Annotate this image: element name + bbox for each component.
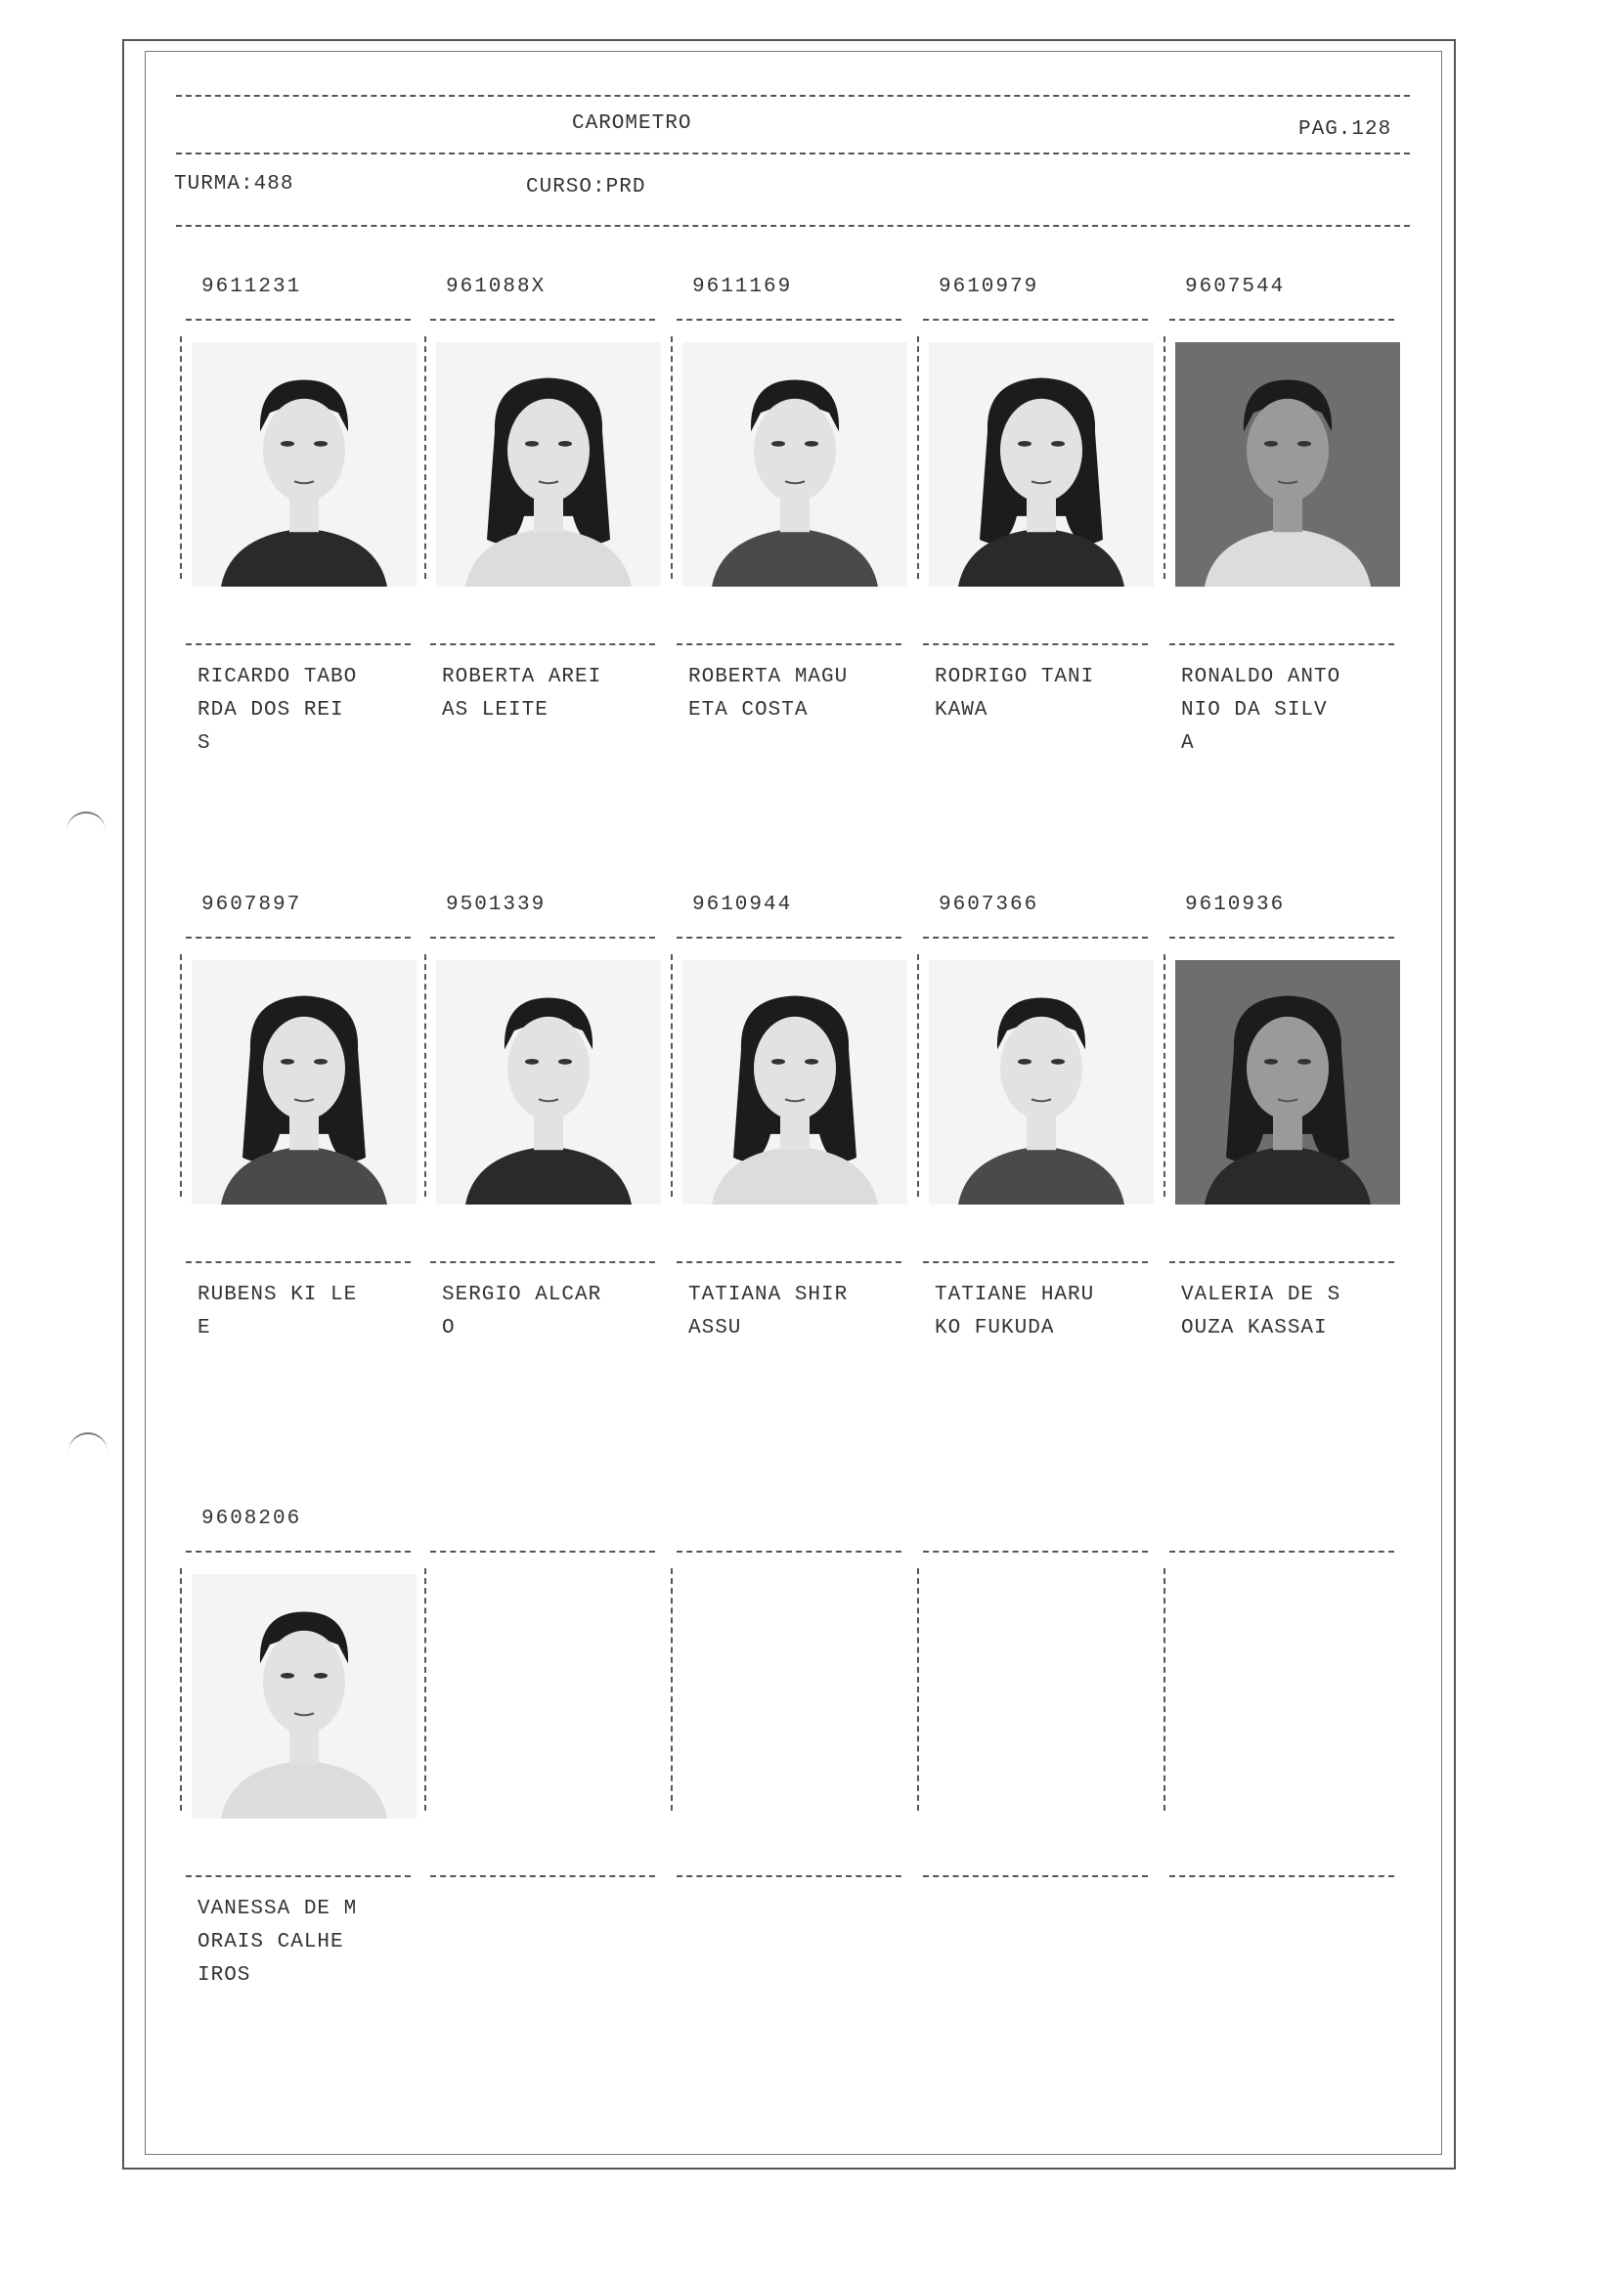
photo-frame-bottom-rule (677, 643, 901, 645)
photo-frame-top-rule (430, 319, 655, 321)
student-name (688, 1279, 913, 1345)
student-name-line: ETA COSTA (688, 699, 809, 722)
photo-frame-top-rule (1169, 319, 1394, 321)
student-name-line: RDA DOS REI (198, 699, 344, 722)
photo-frame-left-rule (180, 1568, 182, 1811)
student-name-line: TATIANE HARU (935, 1284, 1095, 1306)
photo-frame-top-rule (430, 937, 655, 939)
photo-frame-bottom-rule (430, 1261, 655, 1263)
student-name (198, 1893, 422, 1993)
class-label: TURMA:488 (174, 173, 294, 196)
student-name-line: RODRIGO TANI (935, 666, 1095, 688)
photo-frame-bottom-rule (923, 643, 1148, 645)
photo-frame-top-rule (923, 1551, 1148, 1553)
photo-frame-left-rule (917, 1568, 919, 1811)
student-photo (192, 1574, 417, 1819)
student-photo (1175, 342, 1400, 587)
header-rule-1 (176, 95, 1410, 97)
photo-frame-top-rule (430, 1551, 655, 1553)
student-code: 9607366 (939, 894, 1039, 916)
student-name-line: A (1181, 732, 1195, 755)
photo-frame-left-rule (917, 954, 919, 1197)
student-name-line: ROBERTA AREI (442, 666, 602, 688)
photo-frame-bottom-rule (923, 1261, 1148, 1263)
photo-frame-left-rule (180, 336, 182, 579)
student-name (1181, 1279, 1406, 1345)
student-photo (436, 960, 661, 1205)
photo-frame-left-rule (1163, 336, 1165, 579)
photo-frame-left-rule (424, 1568, 426, 1811)
photo-frame-bottom-rule (677, 1261, 901, 1263)
student-name-line: SERGIO ALCAR (442, 1284, 602, 1306)
photo-frame-top-rule (923, 319, 1148, 321)
student-name-line: TATIANA SHIR (688, 1284, 849, 1306)
student-name-line: KAWA (935, 699, 988, 722)
photo-frame-bottom-rule (923, 1875, 1148, 1877)
student-photo (929, 960, 1154, 1205)
student-name-line: VALERIA DE S (1181, 1284, 1341, 1306)
photo-frame-left-rule (1163, 954, 1165, 1197)
photo-frame-bottom-rule (1169, 1261, 1394, 1263)
header-rule-3 (176, 225, 1410, 227)
page-title: CAROMETRO (572, 112, 692, 135)
student-name-line: IROS (198, 1964, 251, 1987)
photo-frame-left-rule (424, 954, 426, 1197)
student-name (442, 661, 667, 727)
student-name-line: NIO DA SILV (1181, 699, 1328, 722)
student-code: 9610936 (1185, 894, 1286, 916)
student-code: 9611169 (692, 276, 793, 298)
photo-frame-top-rule (677, 1551, 901, 1553)
photo-frame-top-rule (186, 319, 411, 321)
student-name (442, 1279, 667, 1345)
photo-frame-top-rule (677, 937, 901, 939)
student-name (1181, 661, 1406, 761)
student-name (935, 661, 1160, 727)
photo-frame-left-rule (180, 954, 182, 1197)
student-code: 9501339 (446, 894, 547, 916)
photo-frame-top-rule (677, 319, 901, 321)
student-code: 9607897 (201, 894, 302, 916)
photo-frame-bottom-rule (186, 643, 411, 645)
photo-frame-left-rule (917, 336, 919, 579)
photo-frame-left-rule (671, 1568, 673, 1811)
student-code: 961088X (446, 276, 547, 298)
student-name-line: RUBENS KI LE (198, 1284, 358, 1306)
student-photo (929, 342, 1154, 587)
student-name-line: RICARDO TABO (198, 666, 358, 688)
student-code: 9607544 (1185, 276, 1286, 298)
page-number: PAG.128 (1298, 118, 1392, 141)
photo-frame-bottom-rule (430, 643, 655, 645)
student-code: 9610944 (692, 894, 793, 916)
student-name-line: O (442, 1317, 456, 1339)
binder-hole-top (66, 812, 106, 833)
student-photo (1175, 960, 1400, 1205)
photo-frame-bottom-rule (1169, 643, 1394, 645)
student-photo (682, 342, 907, 587)
student-code: 9610979 (939, 276, 1039, 298)
photo-frame-bottom-rule (677, 1875, 901, 1877)
student-code: 9608206 (201, 1508, 302, 1530)
photo-frame-top-rule (1169, 937, 1394, 939)
course-label: CURSO:PRD (526, 176, 646, 198)
student-photo (682, 960, 907, 1205)
student-name-line: ORAIS CALHE (198, 1931, 344, 1953)
photo-frame-left-rule (671, 336, 673, 579)
photo-frame-top-rule (186, 937, 411, 939)
student-photo (192, 342, 417, 587)
photo-frame-top-rule (1169, 1551, 1394, 1553)
student-name-line: OUZA KASSAI (1181, 1317, 1328, 1339)
student-name (198, 661, 422, 761)
photo-frame-bottom-rule (186, 1261, 411, 1263)
photo-frame-top-rule (923, 937, 1148, 939)
student-name-line: ASSU (688, 1317, 742, 1339)
student-name-line: S (198, 732, 211, 755)
student-name-line: AS LEITE (442, 699, 549, 722)
student-name (198, 1279, 422, 1345)
photo-frame-bottom-rule (430, 1875, 655, 1877)
student-name-line: RONALDO ANTO (1181, 666, 1341, 688)
photo-frame-left-rule (1163, 1568, 1165, 1811)
student-photo (436, 342, 661, 587)
student-name (688, 661, 913, 727)
photo-frame-bottom-rule (1169, 1875, 1394, 1877)
photo-frame-left-rule (424, 336, 426, 579)
student-name (935, 1279, 1160, 1345)
student-code: 9611231 (201, 276, 302, 298)
photo-frame-left-rule (671, 954, 673, 1197)
student-name-line: ROBERTA MAGU (688, 666, 849, 688)
header-rule-2 (176, 153, 1410, 154)
student-name-line: KO FUKUDA (935, 1317, 1055, 1339)
binder-hole-bottom (68, 1432, 108, 1454)
photo-frame-top-rule (186, 1551, 411, 1553)
student-photo (192, 960, 417, 1205)
student-name-line: VANESSA DE M (198, 1898, 358, 1920)
student-name-line: E (198, 1317, 211, 1339)
photo-frame-bottom-rule (186, 1875, 411, 1877)
